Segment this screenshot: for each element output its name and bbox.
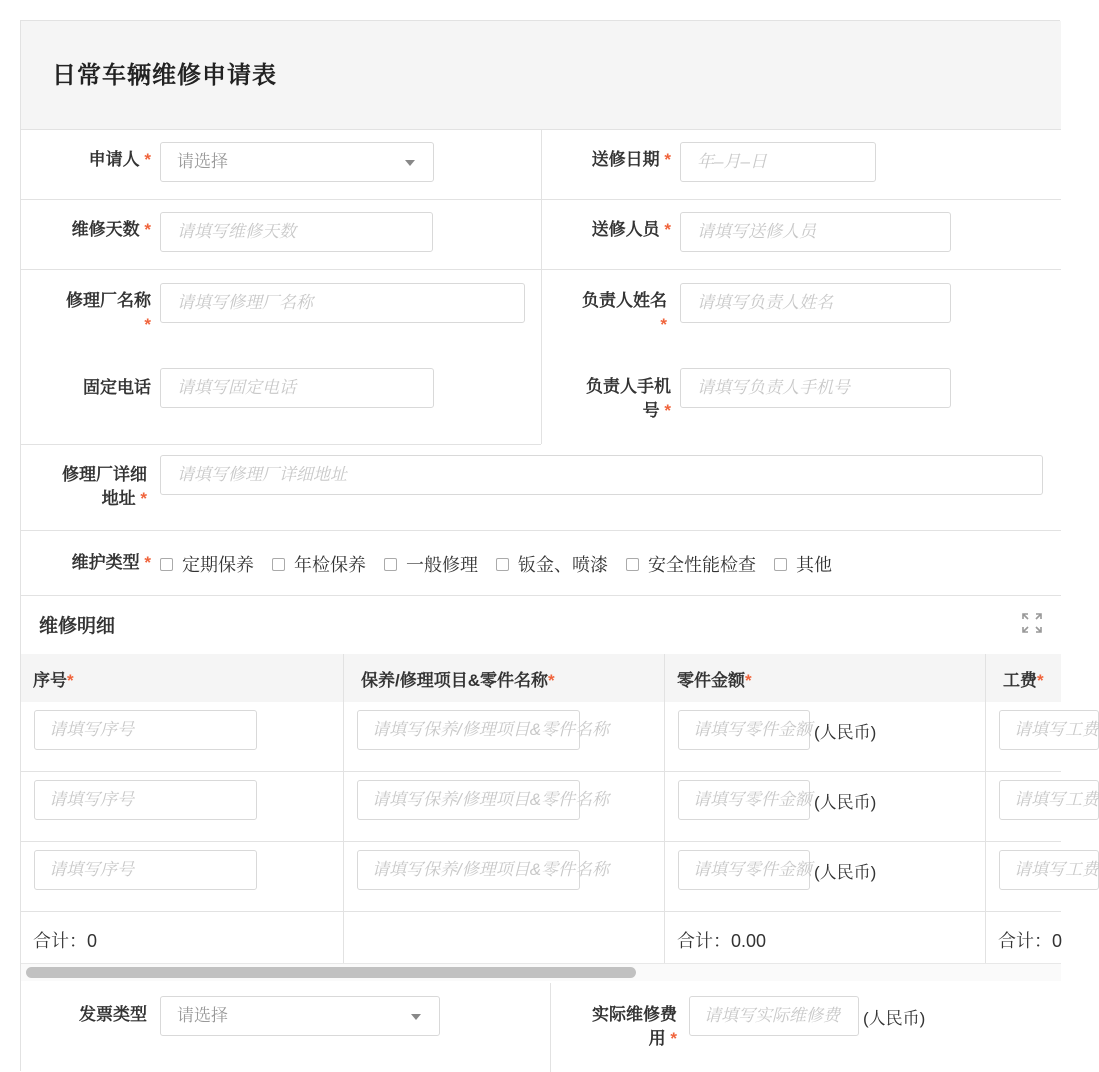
manager-phone-label: 负责人手机 号 * (586, 377, 671, 420)
row-divider (21, 841, 1061, 842)
sender-label: 送修人员 * (591, 220, 671, 239)
column-divider (550, 983, 551, 1072)
column-header-item: 保养/修理项目&零件名称* (361, 671, 555, 690)
checkbox-option[interactable]: 钣金、喷漆 (496, 551, 608, 577)
checkbox-icon[interactable] (384, 558, 397, 571)
checkbox-icon[interactable] (774, 558, 787, 571)
checkbox-option[interactable]: 年检保养 (272, 551, 366, 577)
send-date-input[interactable]: 年–月–日 (680, 142, 876, 182)
manager-name-input[interactable]: 请填写负责人姓名 (680, 283, 951, 323)
checkbox-option[interactable]: 其他 (774, 551, 832, 577)
form-title: 日常车辆维修申请表 (52, 62, 277, 89)
invoice-type-select[interactable]: 请选择 (160, 996, 440, 1036)
labor-input[interactable]: 请填写工费 (999, 710, 1099, 750)
item-input[interactable]: 请填写保养/修理项目&零件名称 (357, 710, 580, 750)
total-seq: 合计：0 (33, 931, 98, 951)
row-divider (21, 595, 1061, 596)
form-sheet (20, 20, 1099, 1071)
item-input[interactable]: 请填写保养/修理项目&零件名称 (357, 780, 580, 820)
column-divider (985, 654, 986, 963)
send-date-label: 送修日期 * (591, 150, 671, 169)
chevron-down-icon (405, 160, 415, 166)
factory-address-input[interactable]: 请填写修理厂详细地址 (160, 455, 1043, 495)
repair-days-label: 维修天数 * (71, 220, 151, 239)
maintenance-type-label: 维护类型 * (71, 553, 151, 572)
checkbox-icon[interactable] (496, 558, 509, 571)
row-divider (21, 269, 1061, 270)
column-divider (664, 654, 665, 963)
actual-cost-label: 实际维修费 用 * (592, 1005, 677, 1048)
currency-unit: (人民币) (863, 1009, 926, 1028)
currency-unit: (人民币) (814, 793, 877, 812)
factory-address-label: 修理厂详细 地址 * (62, 465, 147, 508)
factory-name-input[interactable]: 请填写修理厂名称 (160, 283, 525, 323)
column-divider (541, 130, 542, 444)
repair-days-input[interactable]: 请填写维修天数 (160, 212, 433, 252)
manager-name-label: 负责人姓名 * (582, 291, 667, 334)
total-labor: 合计：0 (998, 931, 1063, 951)
seq-input[interactable]: 请填写序号 (34, 850, 257, 890)
scrollbar-thumb[interactable] (26, 967, 636, 978)
checkbox-option[interactable]: 安全性能检查 (626, 551, 756, 577)
amount-input[interactable]: 请填写零件金额 (678, 780, 810, 820)
checkbox-icon[interactable] (160, 558, 173, 571)
row-divider (21, 911, 1061, 912)
labor-input[interactable]: 请填写工费 (999, 780, 1099, 820)
checkbox-icon[interactable] (272, 558, 285, 571)
row-divider (21, 444, 541, 445)
actual-cost-input[interactable]: 请填写实际维修费 (689, 996, 859, 1036)
column-divider (343, 654, 344, 963)
maintenance-type-options (160, 551, 850, 577)
labor-input[interactable]: 请填写工费 (999, 850, 1099, 890)
item-input[interactable]: 请填写保养/修理项目&零件名称 (357, 850, 580, 890)
column-header-labor: 工费* (1003, 671, 1044, 690)
row-divider (21, 771, 1061, 772)
factory-name-label: 修理厂名称 * (66, 291, 151, 334)
expand-icon[interactable] (1021, 612, 1043, 634)
seq-input[interactable]: 请填写序号 (34, 780, 257, 820)
landline-label: 固定电话 (83, 378, 151, 397)
column-header-amount: 零件金额* (677, 671, 752, 690)
total-amount: 合计：0.00 (677, 931, 767, 951)
title-bar (21, 21, 1061, 130)
column-header-seq: 序号* (33, 671, 74, 690)
currency-unit: (人民币) (814, 863, 877, 882)
invoice-type-label: 发票类型 (79, 1005, 147, 1024)
seq-input[interactable]: 请填写序号 (34, 710, 257, 750)
checkbox-option[interactable]: 定期保养 (160, 551, 254, 577)
chevron-down-icon (411, 1014, 421, 1020)
row-divider (21, 530, 1061, 531)
row-divider (21, 199, 1061, 200)
amount-input[interactable]: 请填写零件金额 (678, 710, 810, 750)
checkbox-option[interactable]: 一般修理 (384, 551, 478, 577)
sender-input[interactable]: 请填写送修人员 (680, 212, 951, 252)
manager-phone-input[interactable]: 请填写负责人手机号 (680, 368, 951, 408)
amount-input[interactable]: 请填写零件金额 (678, 850, 810, 890)
applicant-label: 申请人 * (88, 150, 151, 169)
checkbox-icon[interactable] (626, 558, 639, 571)
landline-input[interactable]: 请填写固定电话 (160, 368, 434, 408)
detail-section-title: 维修明细 (39, 616, 116, 637)
currency-unit: (人民币) (814, 723, 877, 742)
applicant-select[interactable]: 请选择 (160, 142, 434, 182)
